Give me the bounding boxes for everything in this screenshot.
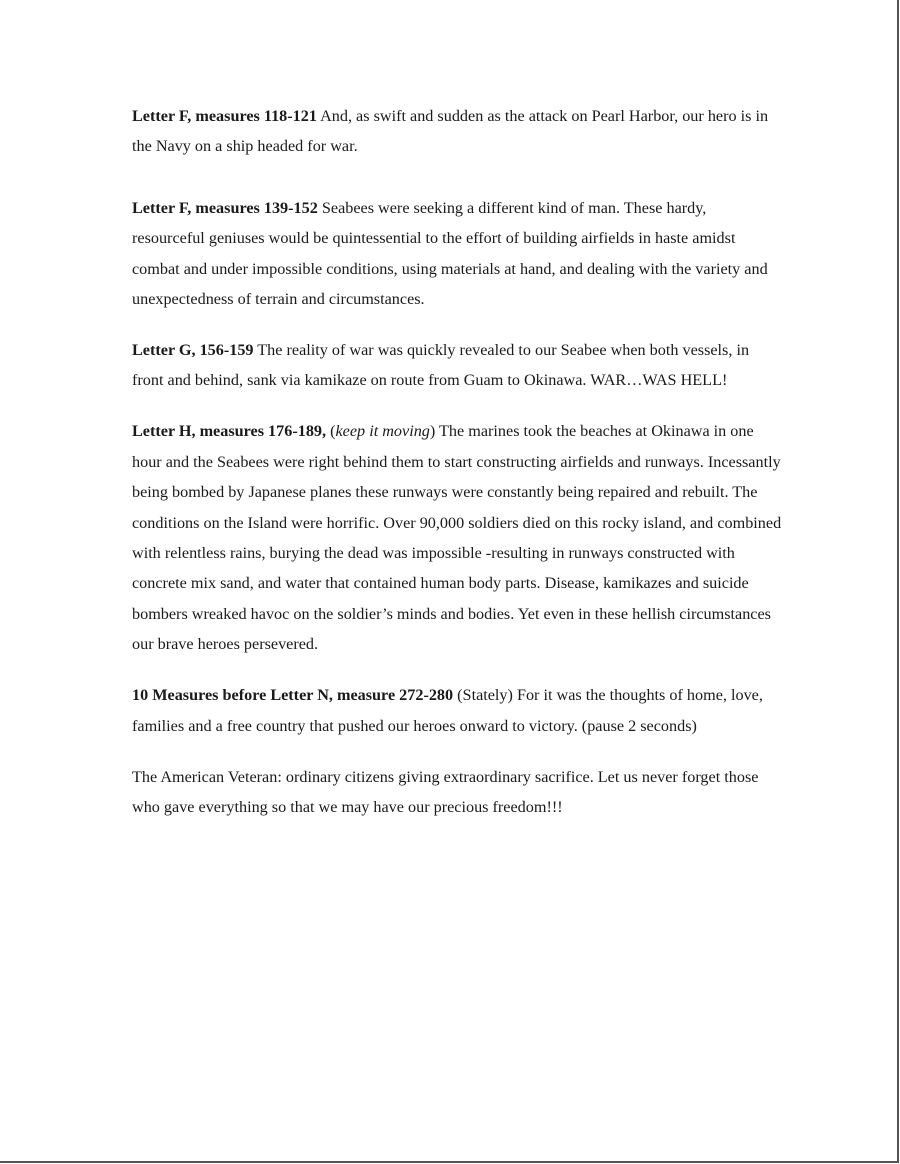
paragraph-text: And, as swift and sudden as the attack on Pearl Harbor, our hero is in the Navy on a ship headed for war.	[132, 107, 769, 156]
paragraph-label: Letter F, measures 139-152	[132, 198, 318, 217]
paragraph-letter-f-139	[132, 193, 782, 315]
paragraph-closing	[132, 762, 782, 823]
paragraph-text: The American Veteran: ordinary citizens giving extraordinary sacrifice. Let us never forget those who gave everything so that we may have our precious freedom!!!	[132, 767, 759, 817]
paragraph-label: Letter H, measures 176-189,	[132, 422, 327, 441]
paragraph-text: (Stately) For it was the thoughts of home, love, families and a free country that pushed our heroes onward to victory. (pause 2 seconds)	[132, 686, 763, 735]
paragraph-label: Letter G, 156-159	[132, 341, 254, 360]
tempo-note: keep it moving	[335, 422, 430, 441]
paragraph-text: ) The marines took the beaches at Okinawa in one hour and the Seabees were right behind them to start constructing airfields and runways. Incessantly being bombed by Japanese planes these runways were constantly being repaired and rebuilt. The conditions on the Island were horrific. Over 90,000 soldiers died on this rocky island, and combined with relentless rains, burying the dead was impossible -resulting in runways constructed with concrete mix sand, and water that contained human body parts. Disease, kamikazes and suicide bombers wreaked havoc on the soldier’s minds and bodies. Yet even in these hellish circumstances our brave heroes persevered.	[132, 422, 782, 654]
paragraph-open-paren: (	[326, 422, 336, 441]
paragraph-label: Letter F, measures 118-121	[132, 107, 317, 125]
paragraph-letter-n	[132, 680, 782, 741]
paragraph-text: The reality of war was quickly revealed to our Seabee when both vessels, in front and behind, sank via kamikaze on route from Guam to Okinawa. WAR…WAS HELL!	[132, 341, 750, 390]
paragraph-text: Seabees were seeking a different kind of man. These hardy, resourceful geniuses would be quintessential to the effort of building airfields in haste amidst combat and under impossible conditions, using materials at hand, and dealing with the variety and unexpectedness of terrain and circumstances.	[132, 198, 768, 309]
document-body	[132, 101, 782, 843]
paragraph-letter-h	[132, 416, 782, 659]
paragraph-letter-g	[132, 335, 782, 396]
paragraph-label: 10 Measures before Letter N, measure 272-280	[132, 686, 454, 705]
paragraph-letter-f-118	[132, 101, 782, 162]
